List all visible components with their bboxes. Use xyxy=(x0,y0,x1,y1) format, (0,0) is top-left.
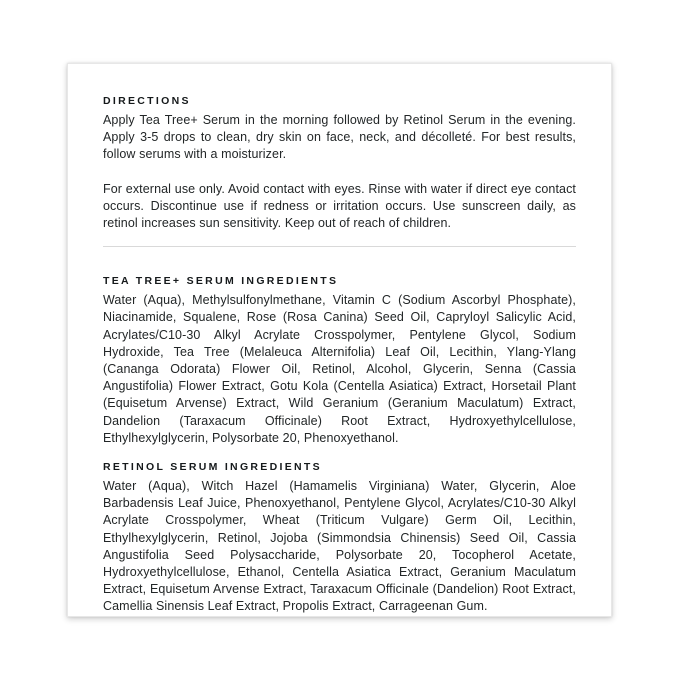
directions-heading: DIRECTIONS xyxy=(103,95,191,107)
directions-paragraph-2: For external use only. Avoid contact with eyes. Rinse with water if direct eye contact occurs. Discontinue use if redness or irritation occurs. Use sunscreen daily, as retinol increases sun sensitivity. Keep out of reach of children. xyxy=(103,181,576,231)
retinol-ingredients-list: Water (Aqua), Witch Hazel (Hamamelis Virginiana) Water, Glycerin, Aloe Barbadensis Leaf Juice, Phenoxyethanol, Pentylene Glycol, Acrylates/C10-30 Alkyl Acrylate Crosspolymer, Wheat (Triticum Vulgare) Germ Oil, Lecithin, Ethylhexylglycerin, Retinol, Jojoba (Simmondsia Chinensis) Seed Oil, Cassia Angustifolia Seed Polysaccharide, Polysorbate 20, Tocopherol Acetate, Hydroxyethylcellulose, Ethanol, Centella Asiatica Extract, Geranium Maculatum Extract, Equisetum Arvense Extract, Taraxacum Officinale (Dandelion) Root Extract, Camellia Sinensis Leaf Extract, Propolis Extract, Carrageenan Gum. xyxy=(103,479,576,614)
section-divider xyxy=(103,246,576,247)
directions-paragraph-1: Apply Tea Tree+ Serum in the morning followed by Retinol Serum in the evening. Apply 3-5 drops to clean, dry skin on face, neck, and décolleté. For best results, follow serums with a moisturizer. xyxy=(103,113,576,162)
retinol-ingredients-heading: RETINOL SERUM INGREDIENTS xyxy=(103,461,322,474)
tea-tree-ingredients-heading: TEA TREE+ SERUM INGREDIENTS xyxy=(103,275,339,288)
tea-tree-ingredients-list: Water (Aqua), Methylsulfonylmethane, Vitamin C (Sodium Ascorbyl Phosphate), Niacinamide, Squalene, Rose (Rosa Canina) Seed Oil, Capryloyl Salicylic Acid, Acrylates/C10-30 Alkyl Acrylate Crosspolymer, Pentylene Glycol, Sodium Hydroxide, Tea Tree (Melaleuca Alternifolia) Leaf Oil, Lecithin, Ylang-Ylang (Cananga Odorata) Flower Oil, Retinol, Alcohol, Glycerin, Senna (Cassia Angustifolia) Flower Extract, Gotu Kola (Centella Asiatica) Extract, Horsetail Plant (Equisetum Arvense) Extract, Wild Geranium (Geranium Maculatum) Extract, Dandelion (Taraxacum Officinale) Root Extract, Hydroxyethylcellulose, Ethylhexylglycerin, Polysorbate 20, Phenoxyethanol. xyxy=(103,293,576,445)
product-label-card xyxy=(67,63,612,617)
